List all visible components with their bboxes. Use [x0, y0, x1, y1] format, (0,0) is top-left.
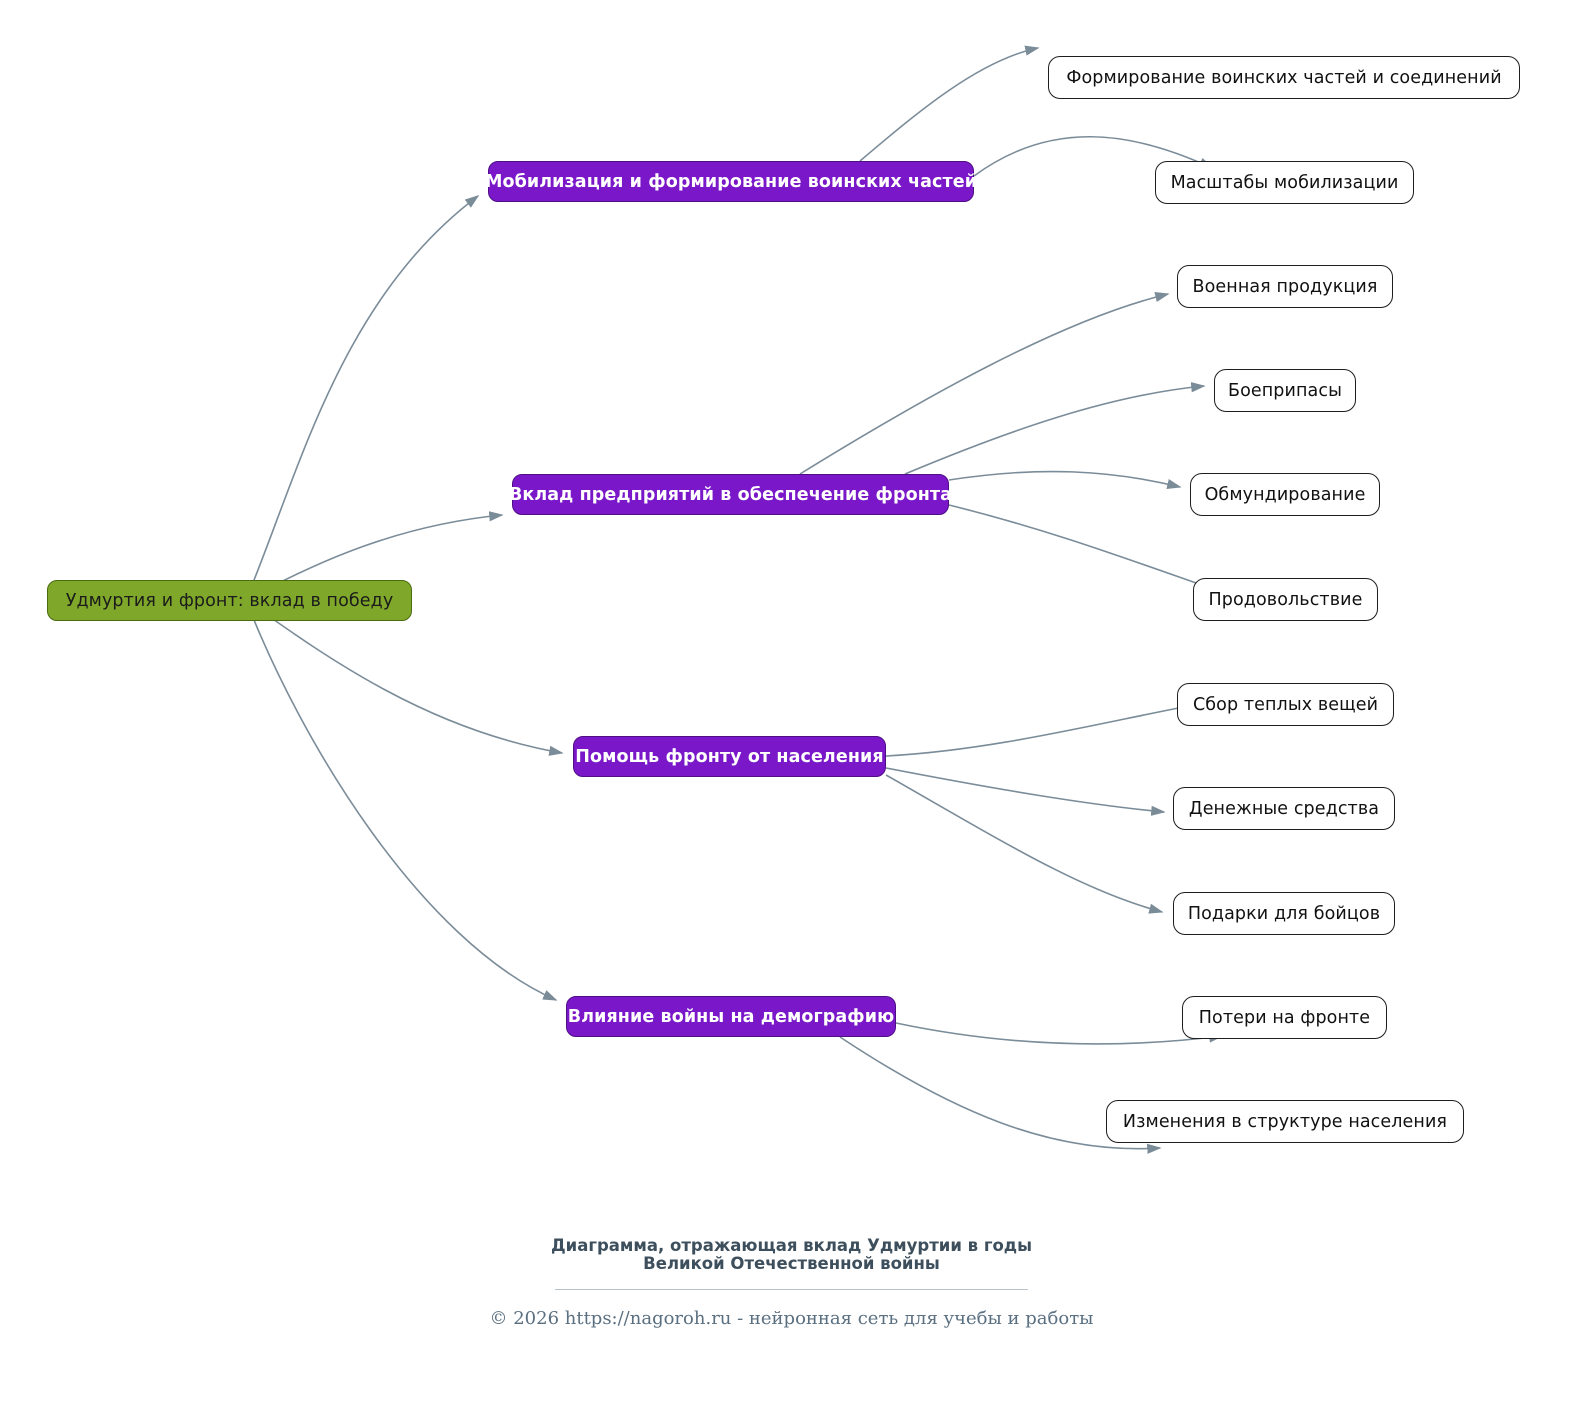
edge-b2-l2	[905, 386, 1204, 474]
node-leaf-front-losses[interactable]	[1182, 996, 1387, 1039]
edge-b3-l2	[886, 768, 1164, 812]
edge-b3-l1	[886, 700, 1220, 756]
footer-credit-text: © 2026 https://nagoroh.ru - нейронная сеть для учебы и работы	[489, 1308, 1094, 1329]
edge-b3-l3	[886, 775, 1162, 912]
node-branch-population-help-label: Помощь фронту от населения	[575, 746, 884, 767]
node-leaf-mobilization-scale[interactable]	[1155, 161, 1414, 204]
node-leaf-uniforms-label: Обмундирование	[1204, 484, 1366, 505]
edge-b2-l3	[949, 472, 1180, 487]
node-leaf-funds[interactable]	[1173, 787, 1395, 830]
edge-b2-l4	[949, 505, 1216, 590]
edge-root-branch1	[246, 196, 478, 600]
node-leaf-ammunition[interactable]	[1214, 369, 1356, 412]
node-leaf-military-production-label: Военная продукция	[1192, 276, 1378, 297]
edge-b1-l1	[860, 48, 1038, 161]
node-leaf-gifts-for-soldiers-label: Подарки для бойцов	[1187, 903, 1381, 924]
node-branch-enterprises[interactable]	[508, 474, 953, 515]
edge-b4-l1	[896, 1023, 1222, 1044]
node-branch-demography[interactable]	[566, 996, 896, 1037]
node-branch-mobilization-label: Мобилизация и формирование воинских частей	[484, 171, 978, 192]
node-leaf-provisions[interactable]	[1193, 578, 1378, 621]
node-root[interactable]	[47, 580, 412, 621]
edge-root-branch4	[246, 600, 556, 1000]
node-leaf-military-production[interactable]	[1177, 265, 1393, 308]
edge-b2-l1	[800, 294, 1168, 474]
caption-divider	[555, 1289, 1028, 1290]
node-leaf-warm-clothes-label: Сбор теплых вещей	[1192, 694, 1379, 715]
node-leaf-mobilization-scale-label: Масштабы мобилизации	[1170, 172, 1399, 193]
node-leaf-uniforms[interactable]	[1190, 473, 1380, 516]
node-leaf-population-structure-label: Изменения в структуре населения	[1122, 1111, 1448, 1132]
node-branch-demography-label: Влияние войны на демографию	[567, 1006, 895, 1027]
node-leaf-formation-of-units[interactable]	[1048, 56, 1520, 99]
node-leaf-population-structure[interactable]	[1106, 1100, 1464, 1143]
node-root-label: Удмуртия и фронт: вклад в победу	[65, 590, 394, 611]
node-leaf-formation-of-units-label: Формирование воинских частей и соединений	[1066, 67, 1502, 88]
node-branch-enterprises-label: Вклад предприятий в обеспечение фронта	[508, 484, 953, 505]
node-branch-mobilization[interactable]	[484, 161, 978, 202]
footer-credit	[0, 1308, 1583, 1329]
node-branch-population-help[interactable]	[573, 736, 886, 777]
edge-root-branch3	[246, 600, 562, 753]
node-leaf-ammunition-label: Боеприпасы	[1227, 380, 1342, 401]
diagram-caption-line2	[0, 1253, 1583, 1275]
node-leaf-funds-label: Денежные средства	[1188, 798, 1380, 819]
diagram-caption-line1-text: Диаграмма, отражающая вклад Удмуртии в годы	[550, 1236, 1033, 1255]
node-leaf-provisions-label: Продовольствие	[1208, 589, 1363, 610]
node-leaf-gifts-for-soldiers[interactable]	[1173, 892, 1395, 935]
node-leaf-warm-clothes[interactable]	[1177, 683, 1394, 726]
node-leaf-front-losses-label: Потери на фронте	[1198, 1007, 1371, 1028]
diagram-caption-line2-text: Великой Отечественной войны	[643, 1254, 940, 1273]
